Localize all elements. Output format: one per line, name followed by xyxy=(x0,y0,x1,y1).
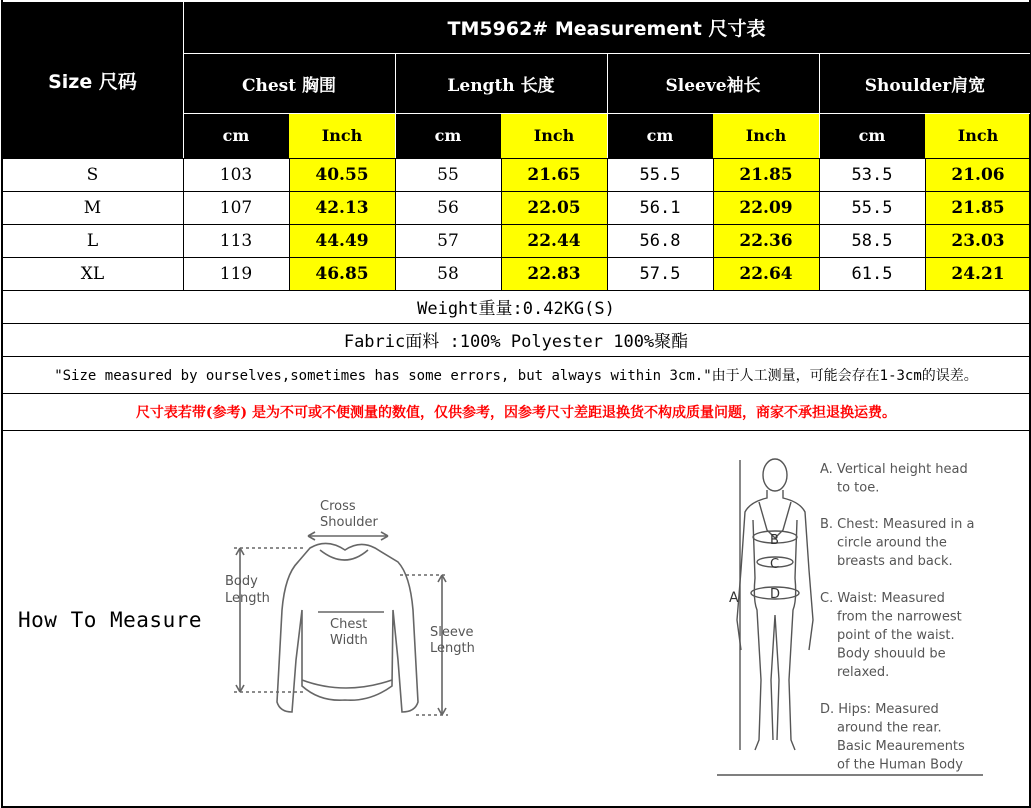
table-cell: 21.85 xyxy=(925,191,1031,224)
body-note-line: B. Chest: Measured in a xyxy=(820,517,975,532)
unit-inch-header: Inch xyxy=(289,113,395,158)
table-cell: 56 xyxy=(395,191,501,224)
table-cell: 56.1 xyxy=(607,191,713,224)
group-header: Chest 胸围 xyxy=(183,53,395,113)
note-en-row: "Size measured by ourselves,sometimes has some errors, but always within 3cm."由于人工测量，可能会存在1-3cm的误差。 xyxy=(2,356,1030,393)
head-outline xyxy=(763,459,787,491)
cross-shoulder-label-1: Cross xyxy=(320,499,356,514)
table-cell: 113 xyxy=(183,224,289,257)
group-header: Shoulder肩宽 xyxy=(819,53,1031,113)
table-cell: 21.06 xyxy=(925,158,1031,191)
table-cell: 58 xyxy=(395,257,501,290)
table-cell: 22.05 xyxy=(501,191,607,224)
table-cell: 55.5 xyxy=(819,191,925,224)
unit-cm-header: cm xyxy=(183,113,289,158)
unit-inch-header: Inch xyxy=(501,113,607,158)
table-cell: 22.83 xyxy=(501,257,607,290)
body-note-line: D. Hips: Measured xyxy=(820,702,939,717)
mark-d: D xyxy=(770,587,781,602)
mark-b: B xyxy=(770,533,779,548)
body-note-line: to toe. xyxy=(837,480,880,496)
row-size-label: S xyxy=(2,158,183,191)
table-title: TM5962# Measurement 尺寸表 xyxy=(183,2,1030,53)
table-cell: 56.8 xyxy=(607,224,713,257)
body-length-label-2: Length xyxy=(225,591,270,606)
table-cell: 119 xyxy=(183,257,289,290)
table-cell: 23.03 xyxy=(925,224,1031,257)
unit-inch-header: Inch xyxy=(925,113,1031,158)
table-cell: 57 xyxy=(395,224,501,257)
body-measure-diagram xyxy=(715,450,995,780)
body-note-line: point of the waist. xyxy=(837,628,955,643)
table-cell: 55.5 xyxy=(607,158,713,191)
row-size-label: L xyxy=(2,224,183,257)
chest-width-label-2: Width xyxy=(330,633,368,648)
how-to-measure-title: How To Measure xyxy=(18,608,203,632)
body-note-line: breasts and back. xyxy=(837,554,953,569)
table-cell: 22.44 xyxy=(501,224,607,257)
size-header: Size 尺码 xyxy=(2,2,183,158)
row-size-label: XL xyxy=(2,257,183,290)
fabric-row: Fabric面料 :100% Polyester 100%聚酯 xyxy=(2,323,1030,356)
table-cell: 55 xyxy=(395,158,501,191)
body-measure-notes xyxy=(820,462,974,773)
cross-shoulder-label-2: Shoulder xyxy=(320,515,378,530)
body-note-line: around the rear. xyxy=(837,720,942,736)
unit-cm-header: cm xyxy=(607,113,713,158)
table-cell: 21.85 xyxy=(713,158,819,191)
note-cn-row: 尺寸表若带(参考) 是为不可或不便测量的数值，仅供参考，因参考尺寸差距退换货不构成质量问题，商家不承担退换运费。 xyxy=(2,393,1030,430)
body-note-line: relaxed. xyxy=(837,665,890,680)
table-cell: 22.64 xyxy=(713,257,819,290)
table-cell: 103 xyxy=(183,158,289,191)
table-cell: 22.09 xyxy=(713,191,819,224)
table-cell: 61.5 xyxy=(819,257,925,290)
body-note-line: Body shouuld be xyxy=(837,646,946,662)
body-note-line: Basic Meaurements xyxy=(837,739,965,754)
unit-cm-header: cm xyxy=(395,113,501,158)
table-cell: 24.21 xyxy=(925,257,1031,290)
table-cell: 40.55 xyxy=(289,158,395,191)
body-note-line: circle around the xyxy=(837,535,947,551)
table-cell: 22.36 xyxy=(713,224,819,257)
sleeve-length-label-1: Sleeve xyxy=(430,625,474,640)
body-length-label-1: Body xyxy=(225,574,258,589)
body-note-line: A. Vertical height head xyxy=(820,462,968,477)
weight-row: Weight重量:0.42KG(S) xyxy=(2,290,1030,323)
table-cell: 53.5 xyxy=(819,158,925,191)
mark-c: C xyxy=(770,557,780,572)
table-cell: 44.49 xyxy=(289,224,395,257)
table-cell: 46.85 xyxy=(289,257,395,290)
table-cell: 57.5 xyxy=(607,257,713,290)
chest-width-label-1: Chest xyxy=(330,617,368,632)
body-note-line: C. Waist: Measured xyxy=(820,591,945,606)
mark-a: A xyxy=(729,590,739,606)
table-cell: 107 xyxy=(183,191,289,224)
group-header: Length 长度 xyxy=(395,53,607,113)
body-note-line: from the narrowest xyxy=(837,609,962,625)
table-cell: 42.13 xyxy=(289,191,395,224)
table-cell: 21.65 xyxy=(501,158,607,191)
sleeve-length-label-2: Length xyxy=(430,641,475,656)
table-cell: 58.5 xyxy=(819,224,925,257)
body-note-line: of the Human Body xyxy=(837,757,963,773)
row-size-label: M xyxy=(2,191,183,224)
unit-inch-header: Inch xyxy=(713,113,819,158)
sweater-measure-diagram xyxy=(210,490,480,730)
group-header: Sleeve袖长 xyxy=(607,53,819,113)
unit-cm-header: cm xyxy=(819,113,925,158)
